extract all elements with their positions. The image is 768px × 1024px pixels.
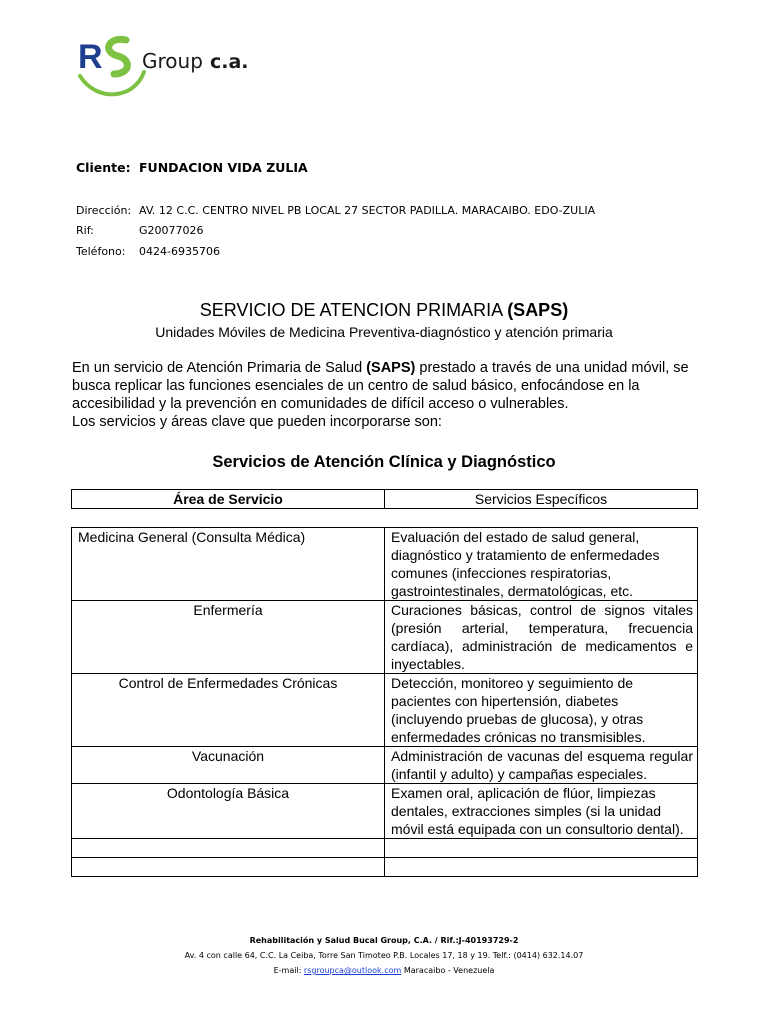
- table-cell-area: Control de Enfermedades Crónicas: [72, 674, 385, 747]
- document-title: [0, 300, 768, 321]
- phone-value: 0424-6935706: [139, 245, 220, 258]
- footer-company: Rehabilitación y Salud Bucal Group, C.A. / Rif.:J-40193729-2: [249, 936, 519, 945]
- footer: [0, 933, 768, 978]
- document-subtitle: Unidades Móviles de Medicina Preventiva-diagnóstico y atención primaria: [155, 324, 613, 340]
- svg-text:Group: Group: [142, 49, 203, 73]
- table-cell-desc: Examen oral, aplicación de flúor, limpiezas dentales, extracciones simples (si la unidad móvil está equipada con un consultorio dental).: [385, 784, 698, 839]
- company-logo: [74, 32, 254, 104]
- client-name: FUNDACION VIDA ZULIA: [139, 160, 308, 175]
- footer-email-link[interactable]: rsgroupca@outlook.com: [303, 966, 402, 975]
- address-value: AV. 12 C.C. CENTRO NIVEL PB LOCAL 27 SECTOR PADILLA. MARACAIBO. EDO-ZULIA: [139, 204, 596, 217]
- rif-label: Rif:: [76, 224, 94, 237]
- table-cell-desc: [385, 858, 698, 877]
- table-cell-area: Vacunación: [72, 747, 385, 784]
- table-row: [72, 747, 698, 784]
- svg-text:R: R: [78, 38, 103, 76]
- header-services: Servicios Específicos: [474, 491, 608, 507]
- table-row: [72, 858, 698, 877]
- footer-location: Maracaibo - Venezuela: [401, 966, 495, 975]
- table-cell-area: Enfermería: [72, 601, 385, 674]
- footer-contact: [0, 963, 768, 978]
- intro-text-3: Los servicios y áreas clave que pueden incorporarse son:: [72, 414, 442, 430]
- title-acronym: (SAPS): [507, 300, 569, 320]
- table-cell-desc: Evaluación del estado de salud general, diagnóstico y tratamiento de enfermedades comunes (infecciones respiratorias, gastrointestinales, dermatológicas, etc.: [385, 528, 698, 601]
- table-row: [72, 601, 698, 674]
- table-cell-area: [72, 839, 385, 858]
- table-cell-area: Odontología Básica: [72, 784, 385, 839]
- phone-label: Teléfono:: [76, 245, 126, 258]
- rif-value: G20077026: [139, 224, 204, 237]
- intro-text-2: prestado a través de una unidad móvil, se busca replicar las funciones esenciales de un centro de salud básico, enfocándose en la accesibilidad y la prevención en comunidades de difícil acceso o vulnerables.: [72, 360, 689, 412]
- table-row: [72, 528, 698, 601]
- table-row: [72, 784, 698, 839]
- section-title: Servicios de Atención Clínica y Diagnóstico: [212, 453, 556, 471]
- table-cell-desc: Detección, monitoreo y seguimiento de pacientes con hipertensión, diabetes (incluyendo pruebas de glucosa), y otras enfermedades crónicas no transmisibles.: [385, 674, 698, 747]
- services-table: [71, 527, 698, 877]
- address-label: Dirección:: [76, 204, 132, 217]
- table-header: [71, 489, 698, 509]
- table-cell-area: [72, 858, 385, 877]
- table-cell-desc: Curaciones básicas, control de signos vitales (presión arterial, temperatura, frecuencia cardíaca), administración de medicamentos e inyectables.: [385, 601, 698, 674]
- table-row: [72, 674, 698, 747]
- intro-paragraph: [72, 359, 702, 431]
- footer-address: Av. 4 con calle 64, C.C. La Ceiba, Torre San Timoteo P.B. Locales 17, 18 y 19. Telf.: (0414) 632.14.07: [184, 951, 584, 960]
- svg-text:c.a.: c.a.: [210, 51, 249, 73]
- table-cell-area: Medicina General (Consulta Médica): [72, 528, 385, 601]
- client-label: Cliente:: [76, 160, 131, 175]
- header-area: Área de Servicio: [72, 490, 385, 508]
- table-row: [72, 839, 698, 858]
- intro-text-1: En un servicio de Atención Primaria de Salud: [72, 360, 367, 376]
- title-main: SERVICIO DE ATENCION PRIMARIA: [199, 300, 508, 320]
- intro-acronym: (SAPS): [366, 360, 416, 376]
- table-cell-desc: [385, 839, 698, 858]
- footer-email-label: E-mail:: [273, 966, 304, 975]
- table-cell-desc: Administración de vacunas del esquema regular (infantil y adulto) y campañas especiales.: [385, 747, 698, 784]
